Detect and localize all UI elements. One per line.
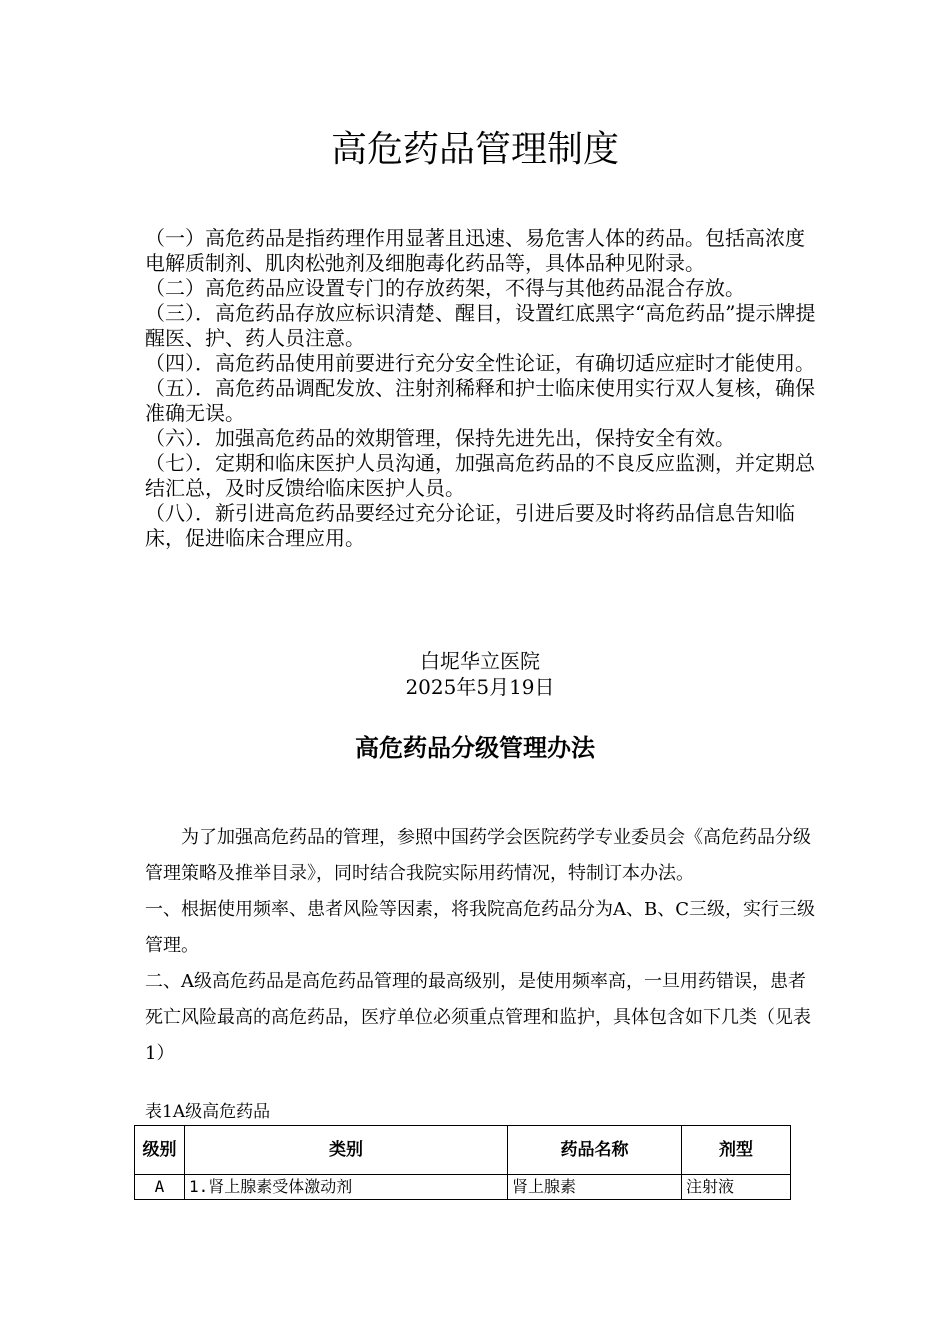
rules-list [145, 226, 817, 551]
table-cell-drug-name: 肾上腺素 [508, 1175, 682, 1200]
section-body [145, 820, 815, 1072]
rule-item: （四）．高危药品使用前要进行充分安全性论证，有确切适应症时才能使用。 [145, 351, 815, 375]
body-paragraph: 为了加强高危药品的管理，参照中国药学会医院药学专业委员会《高危药品分级管理策略及推举目录》，同时结合我院实际用药情况，特制订本办法。 [145, 827, 811, 884]
body-paragraph: 二、A级高危药品是高危药品管理的最高级别，是使用频率高，一旦用药错误，患者死亡风险最高的高危药品，医疗单位必须重点管理和监护，具体包含如下几类（见表1） [145, 971, 811, 1064]
table-row [135, 1175, 791, 1200]
drug-table [134, 1125, 791, 1200]
column-header-level: 级别 [135, 1126, 185, 1175]
signature-block [0, 648, 950, 700]
document-title: 高危药品管理制度 [330, 129, 619, 170]
body-paragraph: 一、根据使用频率、患者风险等因素，将我院高危药品分为A、B、C三级，实行三级管理。 [145, 899, 815, 956]
hospital-name: 白坭华立医院 [420, 649, 540, 673]
rule-item: （二）高危药品应设置专门的存放药架，不得与其他药品混合存放。 [145, 276, 745, 300]
rule-item: （八）．新引进高危药品要经过充分论证，引进后要及时将药品信息告知临床，促进临床合理应用。 [145, 501, 795, 550]
table-cell-dosage-form: 注射液 [682, 1175, 791, 1200]
column-header-category: 类别 [185, 1126, 508, 1175]
column-header-drug-name: 药品名称 [508, 1126, 682, 1175]
rule-item: （三）．高危药品存放应标识清楚、醒目，设置红底黑字“高危药品”提示牌提醒医、护、药人员注意。 [145, 301, 816, 350]
table-header-row [135, 1126, 791, 1175]
column-header-dosage-form: 剂型 [682, 1126, 791, 1175]
rule-item: （七）．定期和临床医护人员沟通，加强高危药品的不良反应监测，并定期总结汇总，及时反馈给临床医护人员。 [145, 451, 815, 500]
rule-item: （六）．加强高危药品的效期管理，保持先进先出，保持安全有效。 [145, 426, 735, 450]
table-cell-category: 1.肾上腺素受体激动剂 [185, 1175, 508, 1200]
table-caption: 表1A级高危药品 [145, 1102, 271, 1122]
section-title: 高危药品分级管理办法 [355, 734, 595, 762]
rule-item: （五）．高危药品调配发放、注射剂稀释和护士临床使用实行双人复核，确保准确无误。 [145, 376, 815, 425]
rule-item: （一）高危药品是指药理作用显著且迅速、易危害人体的药品。包括高浓度电解质制剂、肌肉松弛剂及细胞毒化药品等，具体品种见附录。 [145, 226, 805, 275]
table-cell-level: A [135, 1175, 185, 1200]
signature-date: 2025年5月19日 [405, 675, 555, 699]
